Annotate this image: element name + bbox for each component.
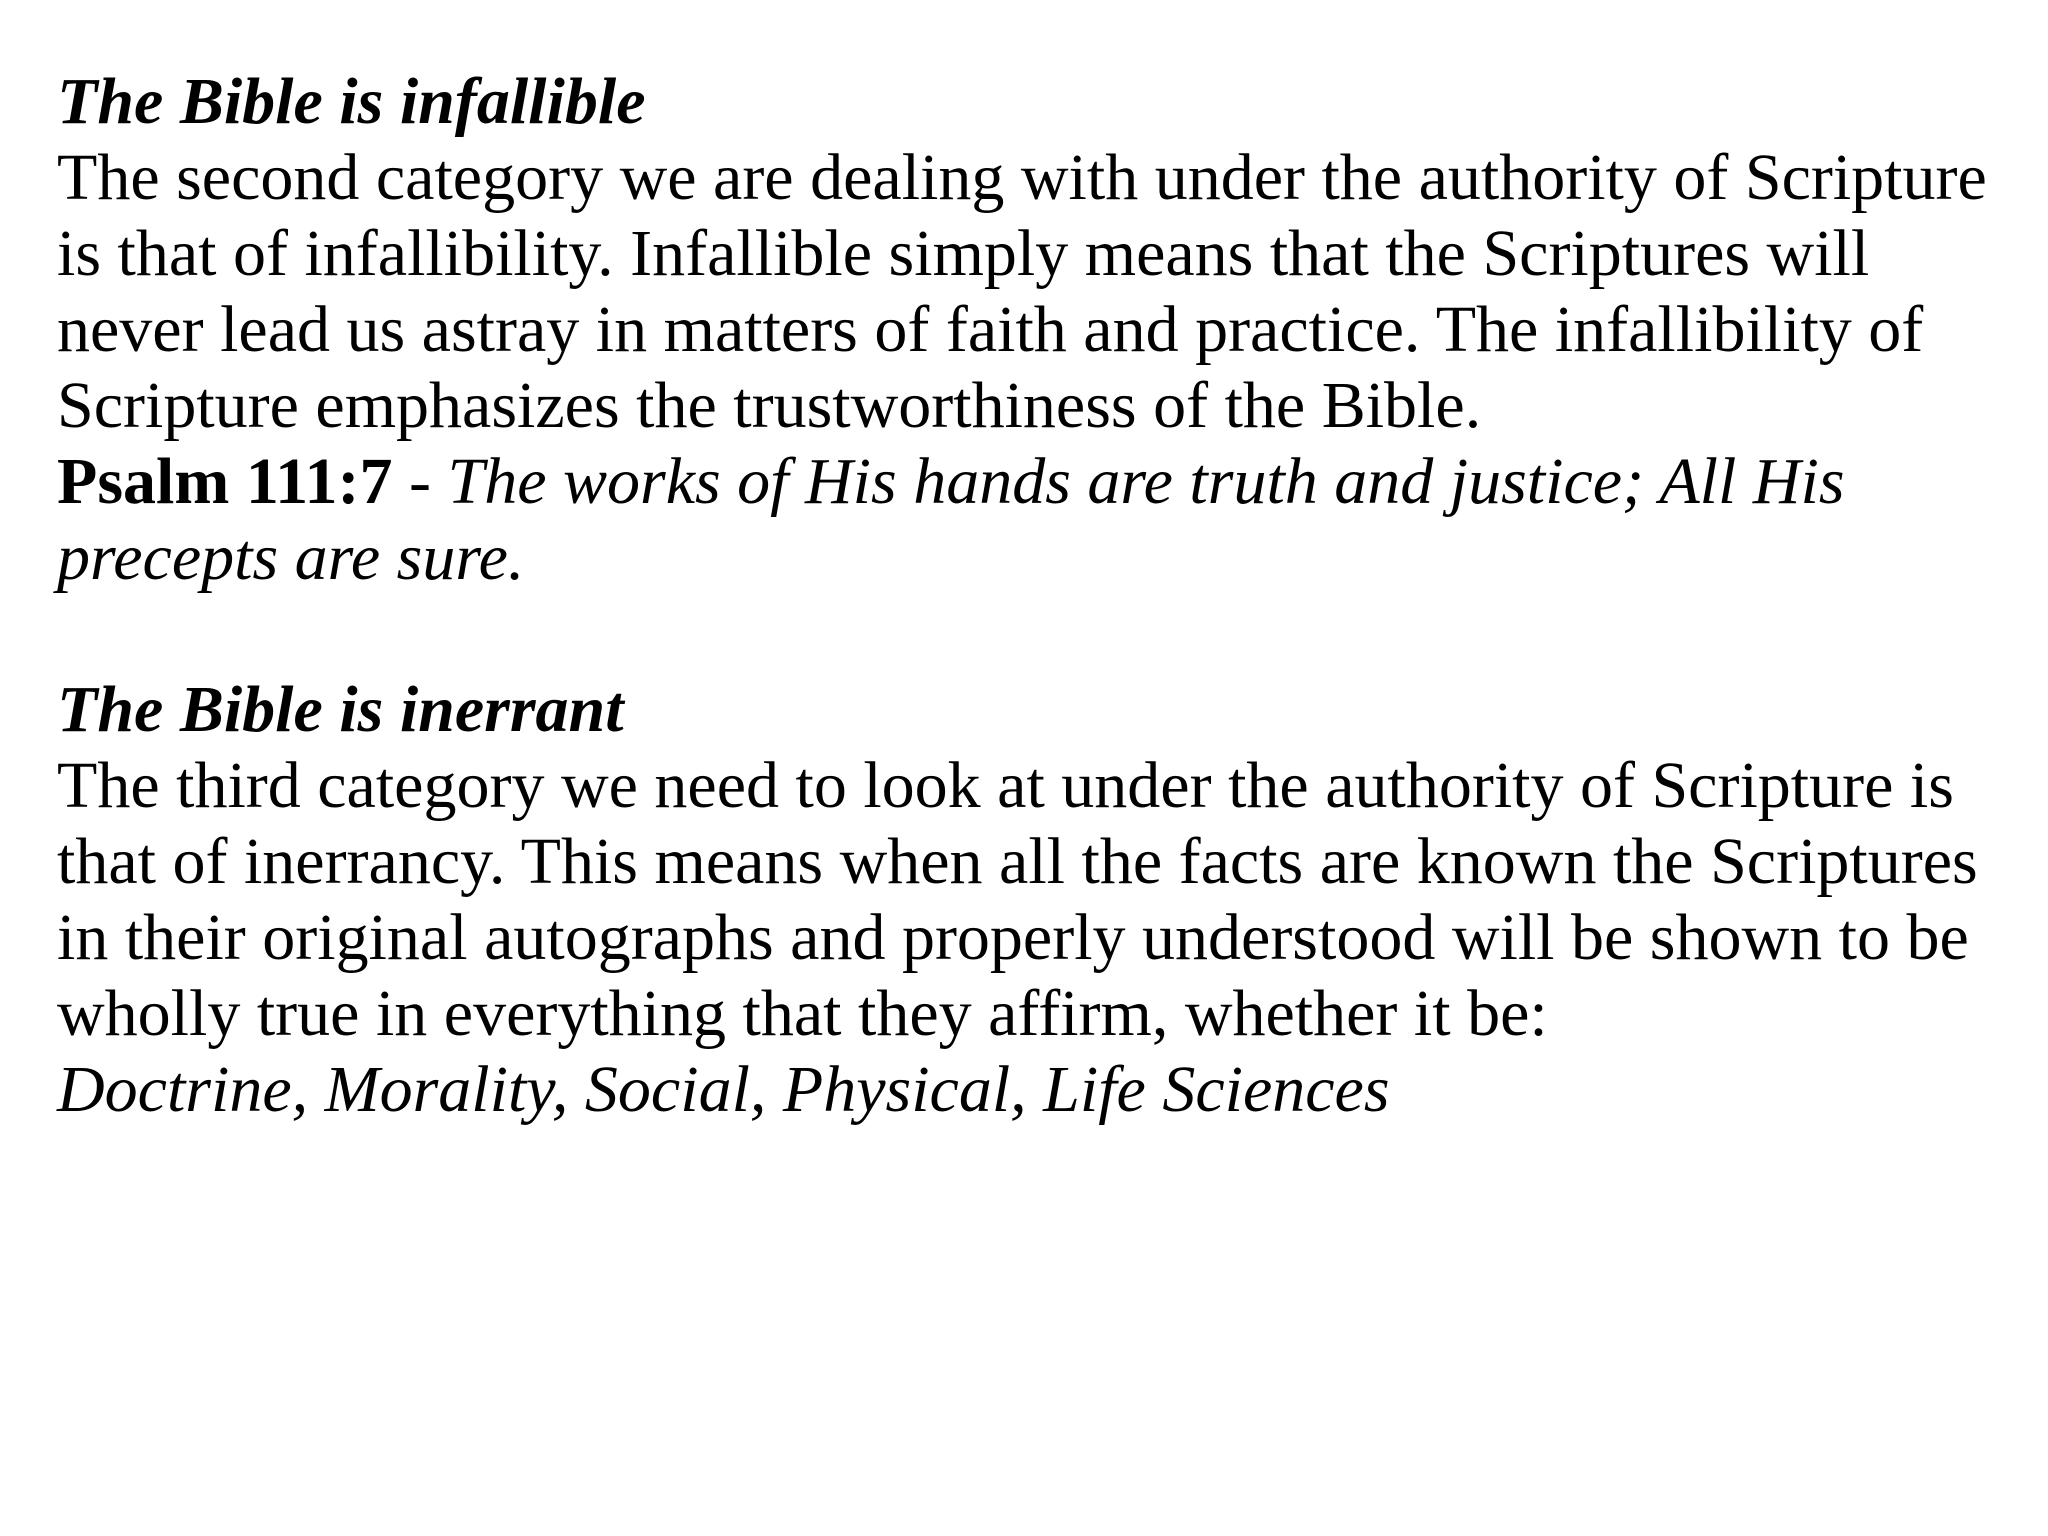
section-heading: The Bible is inerrant xyxy=(57,673,624,746)
section-body-text: The third category we need to look at under the authority of Scripture is that of inerrancy. This means when all the facts are known the Scriptures in their original autographs and properly understood will be shown to be wholly true in everything that they affirm, whether it be: xyxy=(57,749,1978,1050)
verse-separator: - xyxy=(392,445,448,518)
section-spacer xyxy=(57,596,2017,672)
verse-text: The works of His hands are truth and justice; All His precepts are sure. xyxy=(57,445,1845,594)
section-inerrant xyxy=(57,672,2017,1128)
section-body-text: The second category we are dealing with under the authority of Scripture is that of infallibility. Infallible simply means that the Scriptures will never lead us astray in matters of faith and practice. The infallibility of Scripture emphasizes the trustworthiness of the Bible. xyxy=(57,141,1987,442)
verse-paragraph xyxy=(57,444,2017,596)
document-page xyxy=(57,64,2017,1128)
section-heading: The Bible is infallible xyxy=(57,65,646,138)
category-list: Doctrine, Morality, Social, Physical, Life Sciences xyxy=(57,1053,1390,1126)
section-infallible xyxy=(57,64,2017,596)
verse-reference: Psalm 111:7 xyxy=(57,445,393,518)
